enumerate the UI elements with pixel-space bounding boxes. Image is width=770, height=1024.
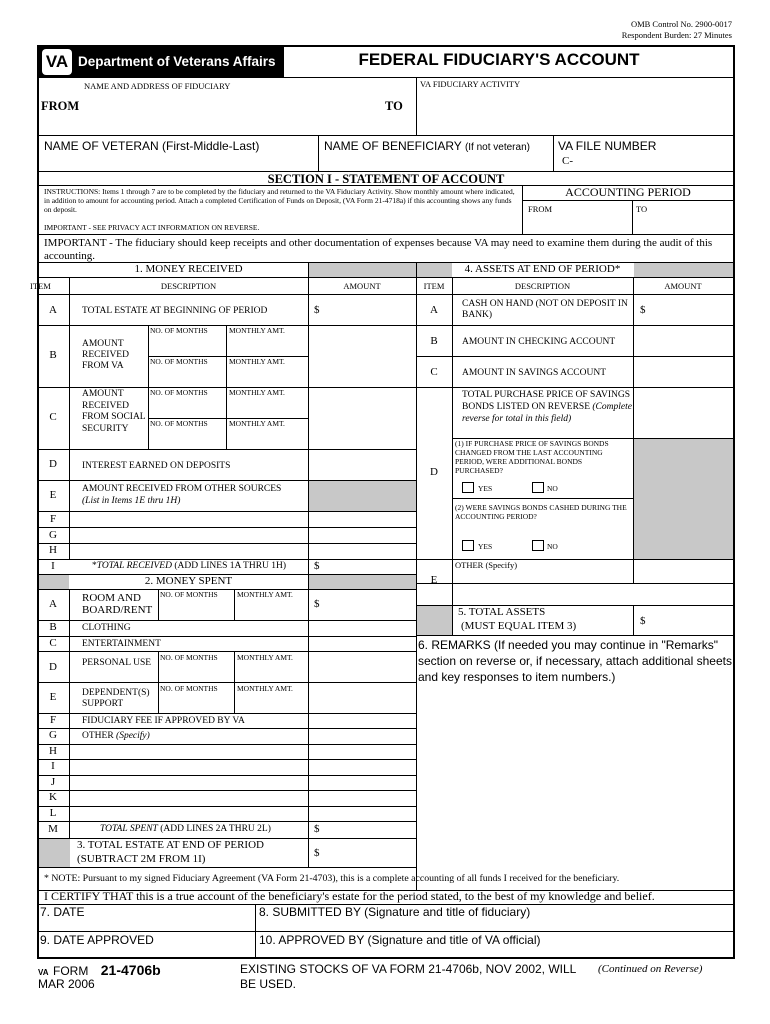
item-4b-desc: AMOUNT IN CHECKING ACCOUNT bbox=[462, 337, 616, 347]
item-1c-letter: C bbox=[49, 411, 57, 423]
item-2d-amount[interactable] bbox=[312, 654, 412, 680]
item-4e-amount[interactable] bbox=[636, 562, 730, 582]
item-2l-letter: L bbox=[49, 807, 57, 819]
item-1c-monthly-label: MONTHLY AMT. bbox=[229, 388, 285, 397]
item-1b-amount[interactable] bbox=[312, 328, 412, 384]
item-1g-amount[interactable] bbox=[312, 528, 412, 542]
item-1b-monthly-label-2: MONTHLY AMT. bbox=[229, 357, 285, 366]
item-2m-letter: M bbox=[48, 823, 58, 835]
amount-header-1: AMOUNT bbox=[343, 281, 381, 291]
item-4c-desc: AMOUNT IN SAVINGS ACCOUNT bbox=[462, 368, 607, 378]
agency-banner bbox=[38, 47, 284, 77]
fiduciary-note: * NOTE: Pursuant to my signed Fiduciary Agreement (VA Form 21-4703), this is a complete accounting of all funds I received for the beneficiary. bbox=[44, 873, 620, 884]
item-1b-months-label-2: NO. OF MONTHS bbox=[150, 357, 208, 366]
item-3-dollar: $ bbox=[314, 847, 320, 859]
item-1i-letter: I bbox=[51, 560, 55, 572]
item-1d-letter: D bbox=[49, 458, 57, 470]
item-1c-months-label-2: NO. OF MONTHS bbox=[150, 419, 208, 428]
item-4a-letter: A bbox=[430, 304, 438, 316]
item-4b-amount[interactable] bbox=[636, 328, 730, 354]
money-spent-title: 2. MONEY SPENT bbox=[144, 575, 233, 587]
item-1f-letter: F bbox=[49, 513, 57, 525]
item-1d-desc: INTEREST EARNED ON DEPOSITS bbox=[82, 461, 231, 471]
period-from-label: FROM bbox=[528, 204, 553, 214]
item-1e-note: (List in Items 1E thru 1H) bbox=[82, 496, 181, 506]
item-2b-letter: B bbox=[49, 621, 57, 633]
item-1c-monthly-label-2: MONTHLY AMT. bbox=[229, 419, 285, 428]
item-1c-months-label: NO. OF MONTHS bbox=[150, 388, 208, 397]
privacy-note: IMPORTANT - SEE PRIVACY ACT INFORMATION ON REVERSE. bbox=[44, 223, 260, 232]
item-1f-amount[interactable] bbox=[312, 512, 412, 526]
item-2a-months-label: NO. OF MONTHS bbox=[160, 590, 218, 599]
desc-header-1: DESCRIPTION bbox=[160, 281, 217, 291]
item-2b-desc: CLOTHING bbox=[82, 623, 131, 633]
beneficiary-name-label: NAME OF BENEFICIARY (If not veteran) bbox=[324, 139, 530, 153]
item-1c-desc: AMOUNT RECEIVED FROM SOCIAL SECURITY bbox=[82, 389, 146, 434]
item-1b-letter: B bbox=[49, 349, 57, 361]
item-2e-desc: DEPENDENT(S) SUPPORT bbox=[82, 688, 150, 709]
item-1i-dollar: $ bbox=[314, 560, 320, 572]
date-field[interactable] bbox=[40, 918, 250, 930]
item-2e-letter: E bbox=[49, 691, 57, 703]
existing-stocks-note: EXISTING STOCKS OF VA FORM 21-4706b, NOV 2002, WILL BE USED. bbox=[240, 962, 576, 991]
item-1b-monthly-label: MONTHLY AMT. bbox=[229, 326, 285, 335]
item-2e-monthly-label: MONTHLY AMT. bbox=[237, 684, 293, 693]
item-2f-amount[interactable] bbox=[312, 714, 412, 728]
date-approved-label: 9. DATE APPROVED bbox=[40, 933, 154, 947]
q1-no-checkbox[interactable] bbox=[532, 482, 544, 493]
fiduciary-name-address-field[interactable] bbox=[84, 92, 374, 132]
file-number-prefix[interactable]: C- bbox=[562, 155, 573, 167]
item-4d-letter: D bbox=[430, 466, 438, 478]
approved-by-field[interactable] bbox=[259, 946, 729, 956]
form-title: FEDERAL FIDUCIARY'S ACCOUNT bbox=[358, 50, 640, 69]
item-2h-desc-field[interactable] bbox=[72, 745, 306, 759]
q2-no-label: NO bbox=[547, 542, 558, 551]
from-label: FROM bbox=[41, 99, 80, 113]
total-assets-amount[interactable] bbox=[650, 608, 730, 632]
money-received-title: 1. MONEY RECEIVED bbox=[134, 263, 243, 275]
bonds-question-2: (2) WERE SAVINGS BONDS CASHED DURING THE ACCOUNTING PERIOD? bbox=[455, 503, 627, 521]
item-1i-desc: *TOTAL RECEIVED (ADD LINES 1A THRU 1H) bbox=[92, 561, 287, 571]
item-1f-desc-field[interactable] bbox=[72, 512, 306, 526]
item-4c-letter: C bbox=[430, 366, 438, 378]
total-assets-dollar: $ bbox=[640, 615, 646, 627]
q2-yes-label: YES bbox=[478, 542, 493, 551]
item-1h-amount[interactable] bbox=[312, 544, 412, 558]
accounting-period-label: ACCOUNTING PERIOD bbox=[565, 185, 691, 199]
item-4d-amount[interactable] bbox=[636, 390, 730, 436]
item-1a-desc: TOTAL ESTATE AT BEGINNING OF PERIOD bbox=[82, 306, 268, 316]
approved-by-label: 10. APPROVED BY (Signature and title of VA official) bbox=[259, 933, 541, 947]
veteran-name-label: NAME OF VETERAN (First-Middle-Last) bbox=[44, 139, 260, 153]
item-1g-letter: G bbox=[49, 529, 57, 541]
item-4c-amount[interactable] bbox=[636, 359, 730, 385]
item-4a-dollar: $ bbox=[640, 304, 646, 316]
item-1h-desc-field[interactable] bbox=[72, 544, 306, 558]
item-2e-months-label: NO. OF MONTHS bbox=[160, 684, 218, 693]
item-2g-desc: OTHER (Specify) bbox=[82, 731, 150, 741]
item-2k-desc-field[interactable] bbox=[72, 791, 306, 805]
item-2d-letter: D bbox=[49, 661, 57, 673]
item-1b-desc: AMOUNT RECEIVED FROM VA bbox=[82, 339, 129, 371]
total-assets-line2: (MUST EQUAL ITEM 3) bbox=[461, 620, 577, 632]
item-3-amount[interactable] bbox=[324, 841, 412, 865]
period-to-label: TO bbox=[636, 204, 648, 214]
item-1i-amount[interactable] bbox=[324, 560, 412, 573]
to-label: TO bbox=[385, 99, 403, 113]
item-2g-amount[interactable] bbox=[312, 729, 412, 743]
form-date: MAR 2006 bbox=[38, 977, 95, 991]
item-2j-amount[interactable] bbox=[312, 776, 412, 790]
period-from-field[interactable] bbox=[525, 214, 629, 232]
item-4b-letter: B bbox=[430, 335, 438, 347]
va-fiduciary-activity-field[interactable] bbox=[420, 92, 730, 132]
item-1h-letter: H bbox=[49, 544, 57, 556]
submitted-by-label: 8. SUBMITTED BY (Signature and title of fiduciary) bbox=[259, 905, 531, 919]
item-2i-desc-field[interactable] bbox=[72, 760, 306, 774]
name-address-label: NAME AND ADDRESS OF FIDUCIARY bbox=[84, 81, 231, 91]
item-2a-amount[interactable] bbox=[324, 592, 412, 616]
omb-control: OMB Control No. 2900-0017 bbox=[630, 19, 732, 29]
remarks-label: 6. REMARKS (If needed you may continue in "Remarks" section on reverse or, if necessary, attach additional sheets and key responses to item numbers.) bbox=[418, 638, 732, 684]
period-to-field[interactable] bbox=[635, 214, 731, 232]
item-2d-desc: PERSONAL USE bbox=[82, 658, 152, 668]
item-4e-letter: E bbox=[430, 574, 438, 586]
item-2d-monthly-label: MONTHLY AMT. bbox=[237, 653, 293, 662]
section-title: SECTION I - STATEMENT OF ACCOUNT bbox=[267, 172, 505, 186]
item-1b-months-label: NO. OF MONTHS bbox=[150, 326, 208, 335]
item-1c-amount[interactable] bbox=[312, 390, 412, 446]
item-2c-desc: ENTERTAINMENT bbox=[82, 639, 161, 649]
item-3-line2: (SUBTRACT 2M FROM 1I) bbox=[77, 853, 206, 865]
item-1e-letter: E bbox=[49, 489, 57, 501]
item-2b-amount[interactable] bbox=[312, 621, 412, 635]
item-2c-amount[interactable] bbox=[312, 637, 412, 651]
instructions: INSTRUCTIONS: Items 1 through 7 are to be completed by the fiduciary and returned to the VA Fiduciary Activity. Show monthly amount where indicated, in addition to amount for accounting period. Attach a completed Certification of Funds on Deposit, (VA Form 21-4718a) if this accounting shows any funds on deposit. bbox=[44, 187, 515, 214]
item-2i-letter: I bbox=[51, 760, 55, 772]
q2-no-checkbox[interactable] bbox=[532, 540, 544, 551]
item-2f-desc: FIDUCIARY FEE IF APPROVED BY VA bbox=[82, 716, 245, 726]
q1-yes-label: YES bbox=[478, 484, 493, 493]
certification: I CERTIFY THAT this is a true account of the beneficiary's estate for the period stated, to the best of my knowledge and belief. bbox=[44, 889, 655, 903]
item-2m-dollar: $ bbox=[314, 823, 320, 835]
item-2a-dollar: $ bbox=[314, 598, 320, 610]
item-2f-letter: F bbox=[49, 714, 57, 726]
item-2m-amount[interactable] bbox=[324, 823, 412, 836]
bonds-question-1: (1) IF PURCHASE PRICE OF SAVINGS BONDS CHANGED FROM THE LAST ACCOUNTING PERIOD, WERE ADDITIONAL BONDS PURCHASED? bbox=[455, 439, 609, 475]
item-2h-amount[interactable] bbox=[312, 745, 412, 759]
date-approved-field[interactable] bbox=[40, 946, 250, 956]
item-2a-monthly-label: MONTHLY AMT. bbox=[237, 590, 293, 599]
item-2a-letter: A bbox=[49, 598, 57, 610]
continued-note: (Continued on Reverse) bbox=[598, 963, 703, 975]
desc-header-4: DESCRIPTION bbox=[514, 281, 571, 291]
remarks-field[interactable] bbox=[420, 688, 730, 866]
item-1e-desc: AMOUNT RECEIVED FROM OTHER SOURCES bbox=[82, 484, 282, 494]
item-2l-amount[interactable] bbox=[312, 807, 412, 821]
file-number-label: VA FILE NUMBER bbox=[558, 139, 657, 153]
submitted-by-field[interactable] bbox=[259, 918, 729, 930]
date-label: 7. DATE bbox=[40, 905, 85, 919]
item-1a-amount[interactable] bbox=[324, 298, 412, 322]
item-1g-desc-field[interactable] bbox=[72, 528, 306, 542]
agency-name: Department of Veterans Affairs bbox=[78, 54, 276, 69]
va-activity-label: VA FIDUCIARY ACTIVITY bbox=[420, 79, 521, 89]
item-1a-dollar: $ bbox=[314, 304, 320, 316]
item-2j-letter: J bbox=[50, 776, 56, 788]
item-1a-letter: A bbox=[49, 304, 57, 316]
item-header-1: ITEM bbox=[30, 281, 51, 291]
item-2g-letter: G bbox=[49, 729, 57, 741]
item-2l-desc-field[interactable] bbox=[72, 807, 306, 821]
item-4a-desc: CASH ON HAND (NOT ON DEPOSIT IN BANK) bbox=[462, 299, 628, 320]
item-2j-desc-field[interactable] bbox=[72, 776, 306, 790]
q1-yes-checkbox[interactable] bbox=[462, 482, 474, 493]
assets-title: 4. ASSETS AT END OF PERIOD* bbox=[464, 263, 621, 275]
respondent-burden: Respondent Burden: 27 Minutes bbox=[621, 30, 732, 40]
item-header-4: ITEM bbox=[423, 281, 445, 291]
item-4a-amount[interactable] bbox=[650, 298, 730, 322]
amount-header-4: AMOUNT bbox=[664, 281, 702, 291]
item-2d-months-label: NO. OF MONTHS bbox=[160, 653, 218, 662]
important-note: IMPORTANT - The fiduciary should keep receipts and other documentation of expenses because VA may need to examine them during the audit of this accounting. bbox=[44, 237, 713, 262]
q1-no-label: NO bbox=[547, 484, 558, 493]
item-2m-desc: TOTAL SPENT (ADD LINES 2A THRU 2L) bbox=[100, 824, 271, 834]
item-2e-amount[interactable] bbox=[312, 685, 412, 711]
va-logo: VA bbox=[42, 49, 72, 75]
item-2a-desc: ROOM AND BOARD/RENT bbox=[82, 592, 153, 616]
total-assets-line1: 5. TOTAL ASSETS bbox=[458, 606, 546, 618]
item-2i-amount[interactable] bbox=[312, 760, 412, 774]
item-2k-letter: K bbox=[49, 791, 57, 803]
item-1d-amount[interactable] bbox=[312, 452, 412, 476]
item-2h-letter: H bbox=[49, 745, 57, 757]
form-number: VA FORM 21-4706b bbox=[38, 962, 161, 978]
item-3-line1: 3. TOTAL ESTATE AT END OF PERIOD bbox=[77, 839, 264, 851]
item-2c-letter: C bbox=[49, 637, 57, 649]
item-4e-desc: OTHER (Specify) bbox=[455, 560, 518, 570]
item-2k-amount[interactable] bbox=[312, 791, 412, 805]
item-4d-desc: TOTAL PURCHASE PRICE OF SAVINGS BONDS LISTED ON REVERSE (Complete reverse for total in this field) bbox=[462, 390, 632, 424]
q2-yes-checkbox[interactable] bbox=[462, 540, 474, 551]
